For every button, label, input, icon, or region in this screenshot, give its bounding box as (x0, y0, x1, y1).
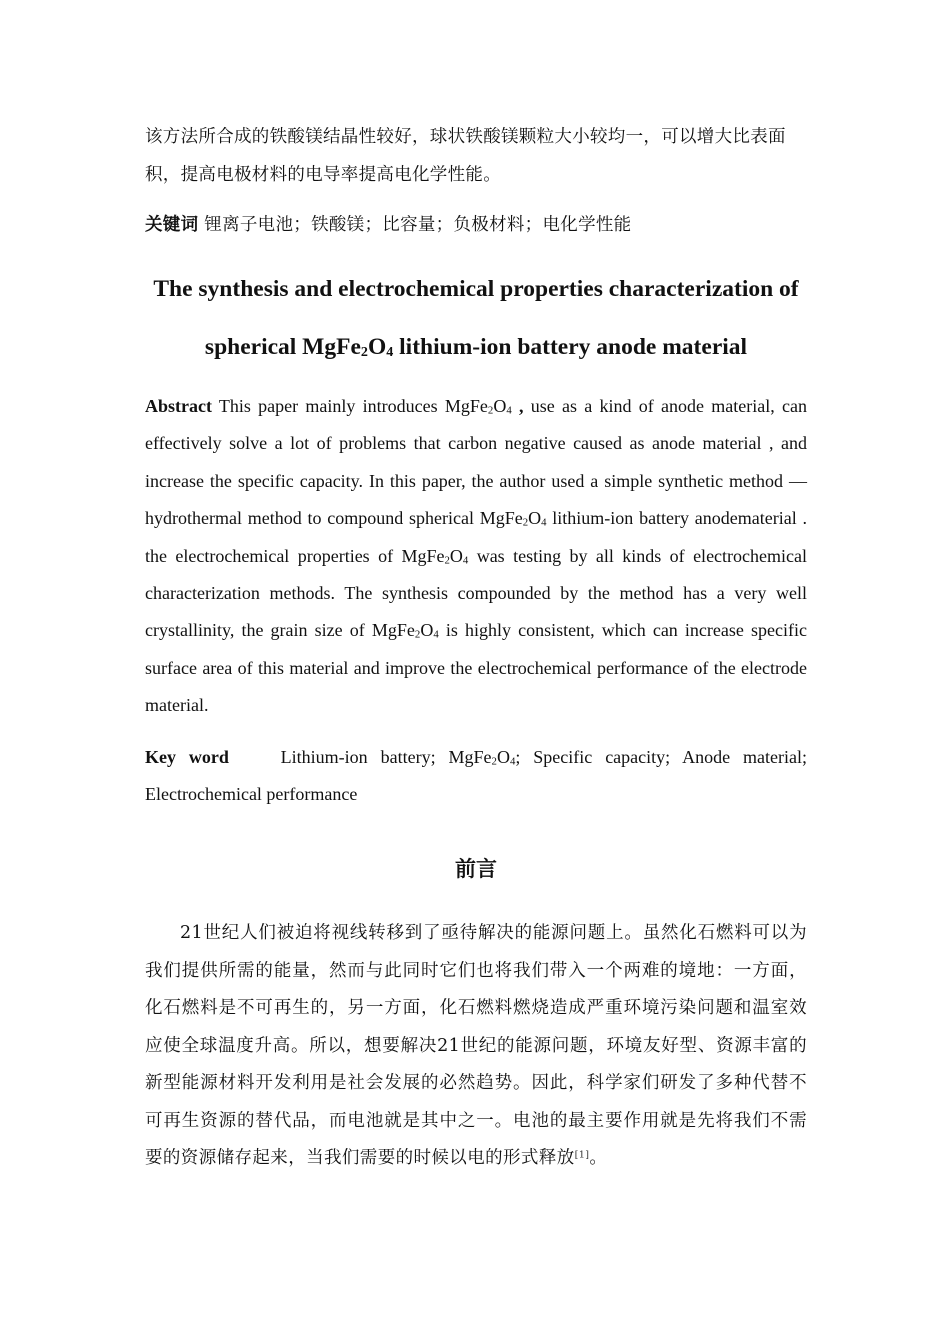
section-title: 前言 (455, 857, 497, 882)
keyword-label: Key word (145, 746, 229, 767)
cn-abstract-tail: 该方法所合成的铁酸镁结晶性较好，球状铁酸镁颗粒大小较均一，可以增大比表面积，提高电极材料的电导率提高电化学性能。 (145, 127, 786, 185)
english-abstract: Abstract This paper mainly introduces $MgFe_2O_4$ , use as a kind of anode material, can effectively solve a lot of problems that carbon negative caused as anode material , and increase the specific capacity. In this paper, the author used a simple synthetic method — hydrothermal method to compound spherical $MgFe_2O_4$ lithium-ion battery anodematerial . the electrochemical properties of $MgFe_2O_4$ was testing by all kinds of electrochemical characterization methods. The synthesis compounded by the method has a very well crystallinity, the grain size of $MgFe_2O_4$ is highly consistent, which can increase specific surface area of this material and improve the electrochemical performance of the electrode material. (145, 396, 808, 716)
english-title-line2: spherical $MgFe_2O_4$ lithium-ion battery anode material (204, 334, 748, 361)
body-paragraph: 21世纪人们被迫将视线转移到了亟待解决的能源问题上。虽然化石燃料可以为我们提供所需的能量，然而与此同时它们也将我们带入一个两难的境地：一方面，化石燃料是不可再生的，另一方面，化石燃料燃烧造成严重环境污染问题和温室效应使全球温度升高。所以，想要解决21世纪的能源问题，环境友好型、资源丰富的新型能源材料开发利用是社会发展的必然趋势。因此，科学家们研发了多种代替不可再生资源的替代品，而电池就是其中之一。电池的最主要作用就是先将我们不需要的资源储存起来，当我们需要的时候以电的形式释放[1]。 (145, 923, 807, 1168)
cn-keywords-label: 关键词 (145, 215, 199, 235)
abstract-label: Abstract (145, 396, 212, 416)
english-keywords: Key word Lithium-ion battery; $MgFe_2O_4$; Specific capacity; Anode material; Electrochemical performance (145, 746, 812, 805)
english-title (145, 260, 807, 376)
page (145, 118, 812, 1177)
english-title-line1: The synthesis and electrochemical properties characterization of (153, 276, 799, 302)
cn-keywords (145, 206, 807, 244)
cn-keywords-text: 锂离子电池；铁酸镁；比容量；负极材料；电化学性能 (198, 215, 632, 235)
citation-ref[interactable]: [1] (574, 1149, 590, 1161)
